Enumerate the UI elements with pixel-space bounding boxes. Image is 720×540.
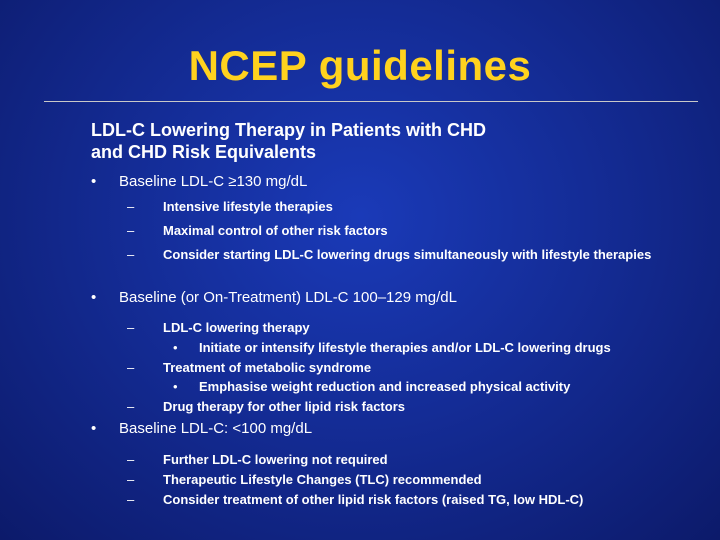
dash-icon: –	[127, 492, 135, 507]
dash-icon: –	[127, 472, 135, 487]
list-item-text: Maximal control of other risk factors	[163, 223, 388, 238]
list-item-text: Treatment of metabolic syndrome	[163, 360, 372, 375]
bullet-icon: •	[91, 420, 97, 437]
slide-title: NCEP guidelines	[188, 42, 532, 89]
list-item-text: Further LDL-C lowering not required	[163, 452, 388, 467]
list-item-text: Consider treatment of other lipid risk factors (raised TG, low HDL-C)	[163, 492, 584, 507]
dash-icon: –	[127, 360, 135, 375]
section-1-heading: Baseline LDL-C ≥130 mg/dL	[119, 173, 308, 190]
list-item-text: Drug therapy for other lipid risk factors	[163, 399, 405, 414]
subtitle-line-1: LDL-C Lowering Therapy in Patients with CHD	[91, 120, 487, 140]
slide-subtitle	[91, 119, 651, 163]
list-item-text: LDL-C lowering therapy	[163, 320, 310, 335]
dash-icon: –	[127, 399, 135, 414]
bullet-icon: •	[91, 173, 97, 190]
dash-icon: –	[127, 320, 135, 335]
bullet-icon: •	[173, 340, 178, 355]
list-item-text: Therapeutic Lifestyle Changes (TLC) recommended	[163, 472, 482, 487]
bullet-icon: •	[173, 379, 178, 394]
list-item-text: Intensive lifestyle therapies	[163, 199, 333, 214]
bullet-icon: •	[91, 289, 97, 306]
sub-list-item-text: Initiate or intensify lifestyle therapies and/or LDL-C lowering drugs	[199, 340, 611, 355]
subtitle-line-2: and CHD Risk Equivalents	[91, 142, 317, 162]
list-item-text: Consider starting LDL-C lowering drugs simultaneously with lifestyle therapies	[163, 247, 652, 262]
dash-icon: –	[127, 223, 135, 238]
dash-icon: –	[127, 247, 135, 262]
sub-list-item-text: Emphasise weight reduction and increased physical activity	[199, 379, 571, 394]
section-2-heading: Baseline (or On-Treatment) LDL-C 100–129 mg/dL	[119, 289, 457, 306]
dash-icon: –	[127, 199, 135, 214]
dash-icon: –	[127, 452, 135, 467]
title-divider	[44, 101, 698, 102]
section-3-heading: Baseline LDL-C: <100 mg/dL	[119, 420, 313, 437]
